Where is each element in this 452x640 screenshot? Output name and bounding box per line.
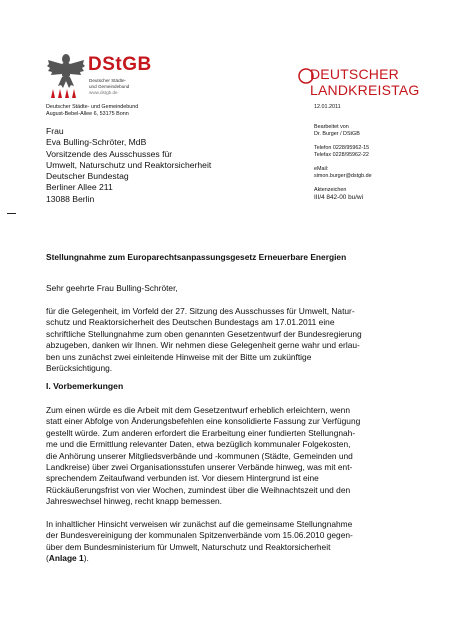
text-line: die Anhörung unserer Mitgliedsverbände und -kommunen (Städte, Gemeinden und bbox=[46, 450, 353, 461]
text-line: me und die Ermittlung relevanter Daten, etwa bezüglich kommunaler Folgekosten, bbox=[46, 439, 351, 450]
contact-block bbox=[314, 124, 372, 201]
dstgb-flames-icon bbox=[49, 88, 77, 98]
sender-line2: August-Bebel-Allee 6, 53175 Bonn bbox=[46, 111, 129, 117]
attachment-reference: Anlage 1 bbox=[48, 553, 84, 564]
dstgb-logo bbox=[46, 48, 156, 108]
text-line: Rückäußerungsfrist von vier Wochen, zumindest über die Weihnachtszeit und den bbox=[46, 484, 351, 495]
paragraph-intro bbox=[46, 306, 402, 374]
text-line: schriftliche Stellungnahme zum oben genannten Gesetzentwurf der Bundesregierung bbox=[46, 328, 362, 339]
text-line: schutz und Reaktorsicherheit des Deutschen Bundestags am 17.01.2011 eine bbox=[46, 317, 335, 328]
dstgb-url: www.dstgb.de bbox=[89, 90, 118, 95]
text-line: Berücksichtigung. bbox=[46, 363, 113, 374]
text-line: gestellt würde. Zum anderen erfordert die Erarbeitung einer fundierten Stellungnah- bbox=[46, 427, 356, 438]
recipient-line: 13088 Berlin bbox=[46, 193, 95, 204]
fold-mark bbox=[7, 213, 16, 214]
text-line: statt einer Abfolge von Änderungsbefehlen eine konsolidierte Fassung zur Verfügung bbox=[46, 416, 361, 427]
contact-phone: Telefon 0228/95962-15 bbox=[314, 145, 370, 151]
dstgb-name-line2: und Gemeindebund bbox=[89, 84, 130, 89]
recipient-line: Berliner Allee 211 bbox=[46, 182, 113, 193]
landkreistag-logo bbox=[298, 66, 428, 102]
salutation: Sehr geehrte Frau Bulling-Schröter, bbox=[46, 283, 178, 293]
contact-name: Dr. Burger / DStGB bbox=[314, 131, 360, 137]
contact-email-label: eMail: bbox=[314, 166, 329, 172]
text-line: sprechendem Zeitaufwand verbunden ist. Vor diesem Hintergrund ist eine bbox=[46, 473, 319, 484]
sender-line1: Deutscher Städte- und Gemeindebund bbox=[46, 104, 139, 110]
text-line: In inhaltlicher Hinsicht verweisen wir zunächst auf die gemeinsame Stellungnahme bbox=[46, 519, 353, 529]
reference-number: III/4 842-00 bu/wi bbox=[314, 194, 364, 201]
contact-label: Bearbeitet von bbox=[314, 124, 349, 130]
text-line: abzugeben, danken wir Ihnen. Wir nehmen diese Gelegenheit gerne wahr und erlau- bbox=[46, 340, 360, 351]
recipient-line: Umwelt, Naturschutz und Reaktorsicherheit bbox=[46, 159, 212, 170]
attachment-close: ). bbox=[83, 553, 89, 564]
landkreistag-line2: LANDKREISTAG bbox=[310, 82, 420, 98]
recipient-address bbox=[46, 126, 211, 205]
reference-label: Aktenzeichen bbox=[314, 187, 347, 193]
section-heading: I. Vorbemerkungen bbox=[46, 381, 124, 391]
text-line: der Bundesvereinigung der kommunalen Spitzenverbände vom 15.06.2010 gegen- bbox=[46, 530, 353, 541]
attachment-open: ( bbox=[46, 553, 49, 564]
recipient-line: Frau bbox=[46, 126, 64, 136]
recipient-line: Deutscher Bundestag bbox=[46, 171, 129, 182]
text-line-last bbox=[46, 553, 402, 564]
text-line: über dem Bundesministerium für Umwelt, Naturschutz und Reaktorsicherheit bbox=[46, 541, 331, 552]
text-line: Zum einen würde es die Arbeit mit dem Gesetzentwurf erheblich erleichtern, wenn bbox=[46, 405, 350, 415]
paragraph-preliminary bbox=[46, 405, 402, 508]
letter-date: 12.01.2011 bbox=[314, 104, 341, 110]
dstgb-name-line1: Deutscher Städte- bbox=[89, 78, 127, 83]
recipient-line: Eva Bulling-Schröter, MdB bbox=[46, 137, 147, 148]
landkreistag-line1: DEUTSCHER bbox=[310, 66, 399, 82]
paragraph-content bbox=[46, 519, 402, 565]
dstgb-wordmark: DStGB bbox=[88, 54, 152, 75]
subject-line: Stellungnahme zum Europarechtsanpassungsgesetz Erneuerbare Energien bbox=[46, 252, 347, 262]
recipient-line: Vorsitzende des Ausschusses für bbox=[46, 148, 173, 159]
text-line: Landkreise) über zwei Organisationsstufen unserer Verbände hinweg, was mit ent- bbox=[46, 462, 353, 473]
contact-email[interactable]: simon.burger@dstgb.de bbox=[314, 173, 372, 179]
text-line: Jahreswechsel hinweg, recht knapp bemessen. bbox=[46, 496, 222, 507]
sender-address bbox=[46, 104, 138, 118]
contact-fax: Telefax 0228/95962-22 bbox=[314, 152, 369, 158]
text-line: ben uns zunächst zwei einleitende Hinweise mit der Bitte um zukünftige bbox=[46, 351, 312, 362]
text-line: für die Gelegenheit, im Vorfeld der 27. Sitzung des Ausschusses für Umwelt, Natur- bbox=[46, 306, 355, 316]
